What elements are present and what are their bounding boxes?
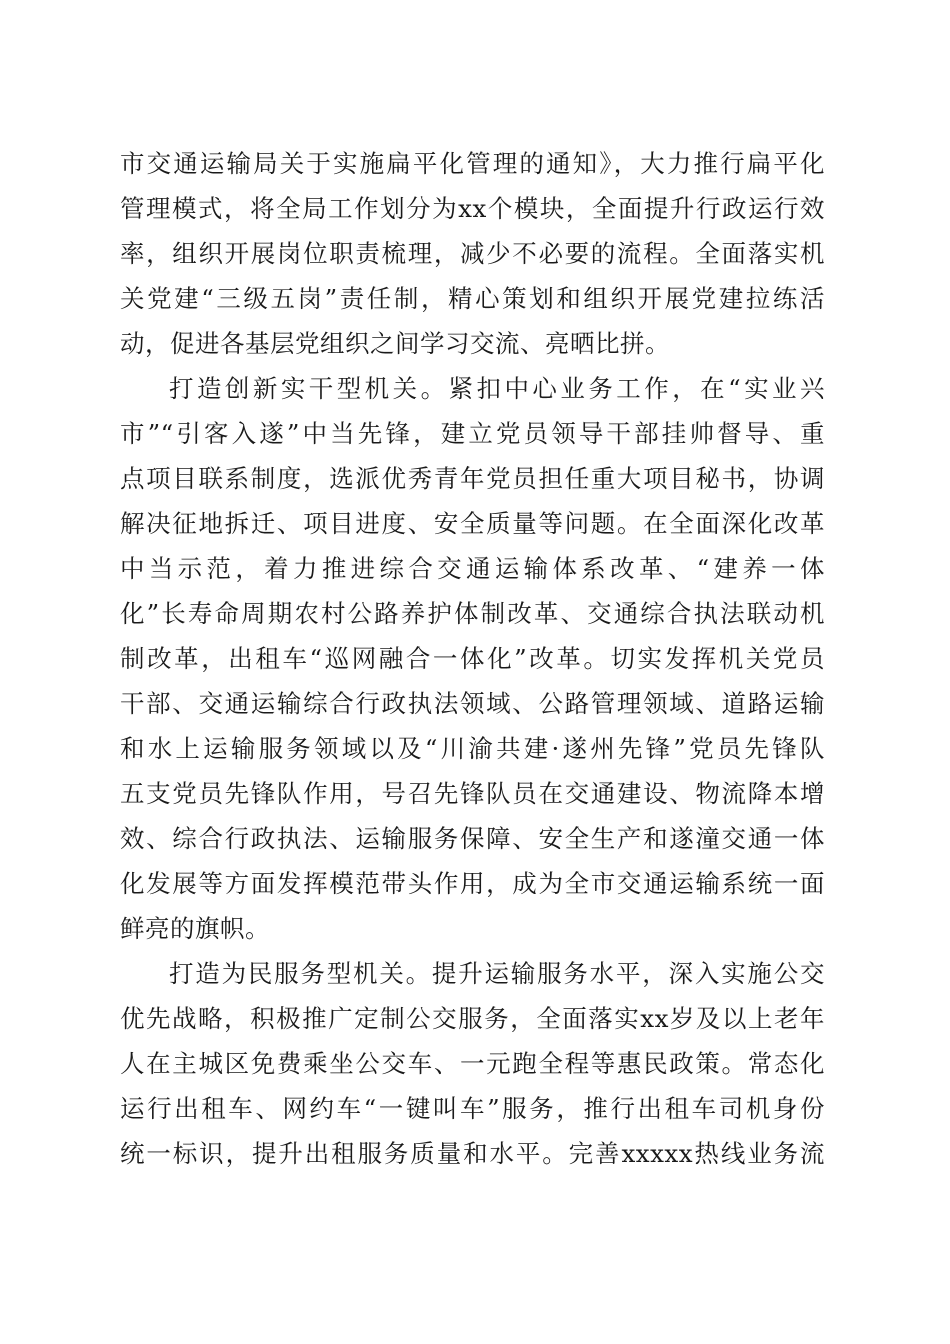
text-line: 五支党员先锋队作用，号召先锋队员在交通建设、物流降本增 xyxy=(120,779,825,808)
text-line: 市”“引客入遂”中当先锋，建立党员领导干部挂帅督导、重 xyxy=(120,419,825,448)
text-line: 解决征地拆迁、项目进度、安全质量等问题。在全面深化改革 xyxy=(120,509,825,538)
text-line: 鲜亮的旗帜。 xyxy=(120,914,270,943)
text-line: 统一标识，提升出租服务质量和水平。完善xxxxx热线业务流 xyxy=(120,1139,825,1168)
text-line: 人在主城区免费乘坐公交车、一元跑全程等惠民政策。常态化 xyxy=(120,1049,825,1078)
text-line: 化”长寿命周期农村公路养护体制改革、交通综合执法联动机 xyxy=(120,599,825,628)
text-line: 率，组织开展岗位职责梳理，减少不必要的流程。全面落实机 xyxy=(120,239,825,268)
text-line: 效、综合行政执法、运输服务保障、安全生产和遂潼交通一体 xyxy=(120,824,825,853)
text-line: 优先战略，积极推广定制公交服务，全面落实xx岁及以上老年 xyxy=(120,1004,825,1033)
text-line: 点项目联系制度，选派优秀青年党员担任重大项目秘书，协调 xyxy=(120,464,825,493)
text-line: 中当示范，着力推进综合交通运输体系改革、“建养一体 xyxy=(120,554,825,583)
text-line: 制改革，出租车“巡网融合一体化”改革。切实发挥机关党员 xyxy=(120,644,825,673)
text-line: 干部、交通运输综合行政执法领域、公路管理领域、道路运输 xyxy=(120,689,825,718)
text-line: 和水上运输服务领域以及“川渝共建·遂州先锋”党员先锋队 xyxy=(120,734,825,763)
text-line: 化发展等方面发挥模范带头作用，成为全市交通运输系统一面 xyxy=(120,869,825,898)
text-line: 动，促进各基层党组织之间学习交流、亮晒比拼。 xyxy=(120,329,670,358)
paragraph-first-line: 打造为民服务型机关。提升运输服务水平，深入实施公交 xyxy=(169,959,825,988)
text-line: 市交通运输局关于实施扁平化管理的通知》，大力推行扁平化 xyxy=(120,149,825,178)
paragraph-first-line: 打造创新实干型机关。紧扣中心业务工作，在“实业兴 xyxy=(169,374,825,403)
text-line: 管理模式，将全局工作划分为xx个模块，全面提升行政运行效 xyxy=(120,194,825,223)
text-line: 关党建“三级五岗”责任制，精心策划和组织开展党建拉练活 xyxy=(120,284,825,313)
text-line: 运行出租车、网约车“一键叫车”服务，推行出租车司机身份 xyxy=(120,1094,825,1123)
